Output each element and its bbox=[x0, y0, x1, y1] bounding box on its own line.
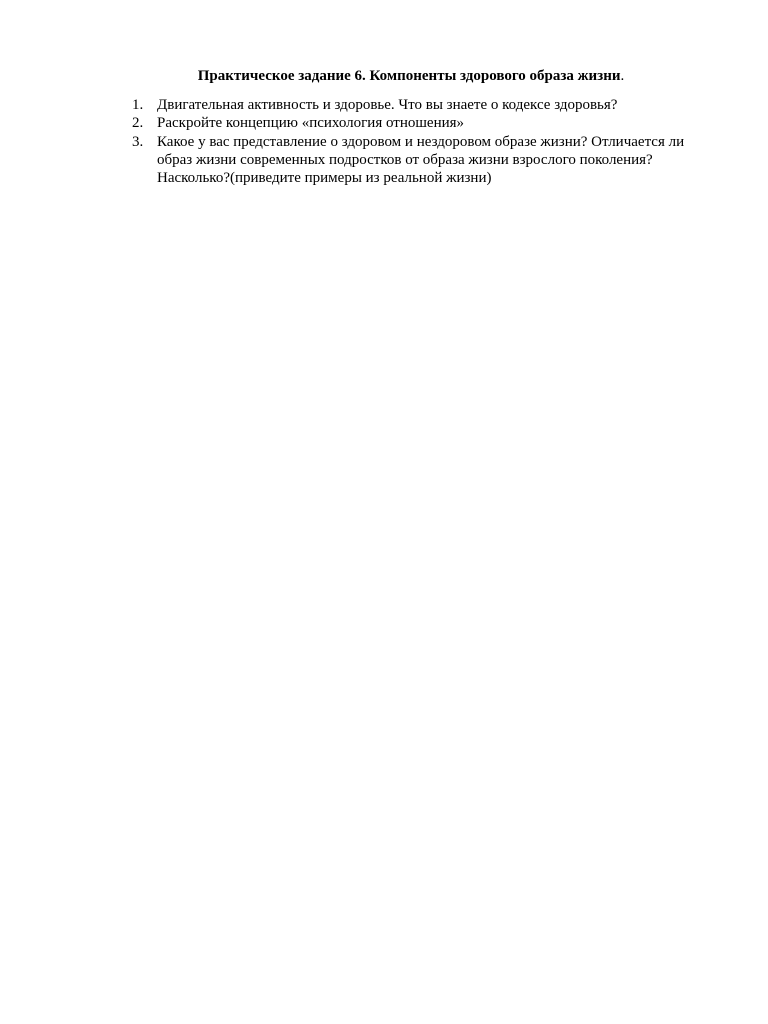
task-number: 3. bbox=[132, 133, 144, 150]
task-item-2 bbox=[132, 114, 717, 132]
page-title bbox=[0, 67, 768, 86]
task-number: 1. bbox=[132, 97, 144, 113]
task-text: Раскройте концепцию «психология отношения» bbox=[157, 115, 465, 132]
task-list bbox=[132, 96, 717, 187]
task-item-1 bbox=[132, 96, 717, 114]
task-text: Двигательная активность и здоровье. Что вы знаете о кодексе здоровья? bbox=[157, 97, 618, 113]
title-period: . bbox=[620, 68, 625, 84]
task-text: Какое у вас представление о здоровом и нездоровом образе жизни? Отличается ли образ жизни современных подростков от образа жизни взрослого поколения? Насколько?(приведите примеры из реальной жизни) bbox=[157, 133, 685, 187]
title-bold-text: Практическое задание 6. Компоненты здорового образа жизни bbox=[197, 68, 621, 84]
task-number: 2. bbox=[132, 115, 144, 132]
task-item-3 bbox=[132, 133, 717, 188]
